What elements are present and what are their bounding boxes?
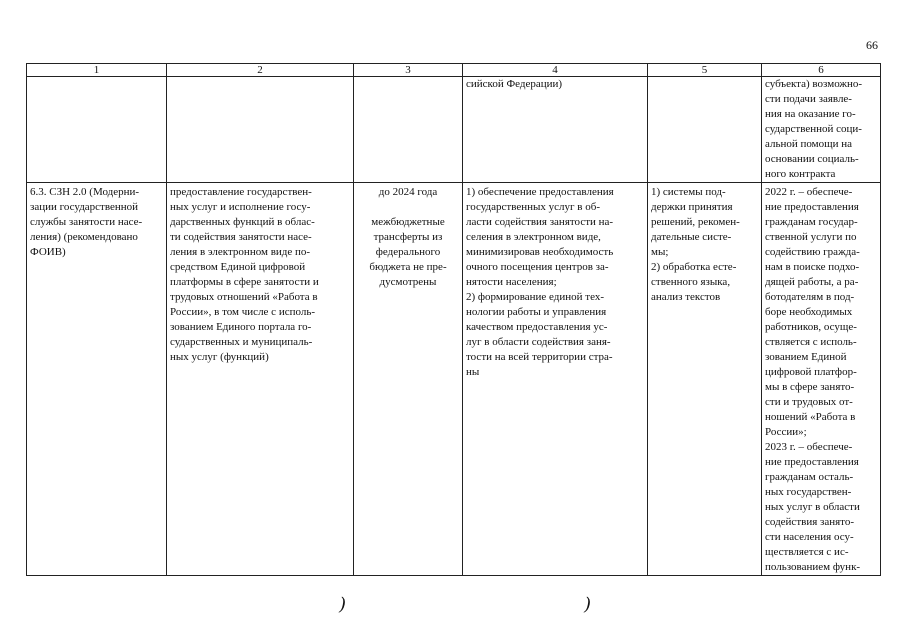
cell-line: очного посещения центров за- bbox=[466, 261, 609, 273]
cell-line: ного контракта bbox=[765, 168, 836, 180]
table-row bbox=[27, 77, 881, 183]
cell-line: нологии работы и управления bbox=[466, 306, 607, 318]
column-number: 3 bbox=[354, 64, 463, 77]
cell-line: сти населения осу- bbox=[765, 531, 854, 543]
table-cell bbox=[167, 77, 354, 183]
cell-line: ФОИВ) bbox=[30, 246, 66, 258]
cell-line: ществляется с ис- bbox=[765, 546, 849, 558]
table-cell bbox=[354, 183, 463, 576]
cell-line: средством Единой цифровой bbox=[170, 261, 306, 273]
table-cell bbox=[762, 77, 881, 183]
column-number-row bbox=[27, 64, 881, 77]
cell-line: бюджета не пре- bbox=[369, 261, 447, 273]
table-cell bbox=[27, 183, 167, 576]
document-table bbox=[26, 63, 881, 576]
cell-line: ных государствен- bbox=[765, 486, 852, 498]
cell-line: ласти содействия занятости на- bbox=[466, 216, 614, 228]
cell-line: сти и трудовых от- bbox=[765, 396, 853, 408]
cell-line: федерального bbox=[375, 246, 441, 258]
table-cell bbox=[27, 77, 167, 183]
cell-line: ных услуг (функций) bbox=[170, 351, 269, 363]
cell-line: анализ текстов bbox=[651, 291, 721, 303]
column-number: 2 bbox=[167, 64, 354, 77]
cell-line: 2) формирование единой тех- bbox=[466, 291, 605, 303]
cell-line: нам в поиске подхо- bbox=[765, 261, 860, 273]
cell-line: ние предоставления bbox=[765, 201, 859, 213]
cell-line: содействия занято- bbox=[765, 516, 855, 528]
cell-line bbox=[357, 200, 459, 215]
cell-line: трансферты из bbox=[373, 231, 443, 243]
scan-mark: ) bbox=[339, 594, 347, 615]
cell-line: зованием Единого портала го- bbox=[170, 321, 312, 333]
cell-line: содействию гражда- bbox=[765, 246, 860, 258]
cell-line: до 2024 года bbox=[378, 186, 438, 198]
cell-line: сийской Федерации) bbox=[466, 78, 563, 90]
column-number: 6 bbox=[762, 64, 881, 77]
cell-line: зации государственной bbox=[30, 201, 139, 213]
cell-line: работников, осуще- bbox=[765, 321, 857, 333]
table-cell bbox=[762, 183, 881, 576]
cell-line: дательные систе- bbox=[651, 231, 732, 243]
cell-line: 2) обработка есте- bbox=[651, 261, 737, 273]
scan-mark: ) bbox=[584, 594, 592, 615]
cell-line: государственных услуг в об- bbox=[466, 201, 600, 213]
cell-line: 2022 г. – обеспече- bbox=[765, 186, 853, 198]
cell-line: службы занятости насе- bbox=[30, 216, 143, 228]
cell-line: держки принятия bbox=[651, 201, 733, 213]
cell-line: минимизировав необходимость bbox=[466, 246, 614, 258]
cell-line: ных услуг и исполнение госу- bbox=[170, 201, 311, 213]
cell-line: ственного языка, bbox=[651, 276, 731, 288]
cell-line: ния на оказание го- bbox=[765, 108, 856, 120]
cell-line: 1) обеспечение предоставления bbox=[466, 186, 614, 198]
table-cell bbox=[463, 183, 648, 576]
cell-line: ления) (рекомендовано bbox=[30, 231, 138, 243]
cell-line: ботодателям в под- bbox=[765, 291, 855, 303]
cell-line: дусмотрены bbox=[379, 276, 437, 288]
cell-line: 1) системы под- bbox=[651, 186, 726, 198]
cell-line: тости на всей территории стра- bbox=[466, 351, 613, 363]
table-cell bbox=[648, 183, 762, 576]
cell-line: ношений «Работа в bbox=[765, 411, 856, 423]
cell-line: решений, рекомен- bbox=[651, 216, 740, 228]
cell-line: России»; bbox=[765, 426, 807, 438]
cell-line: трудовых отношений «Работа в bbox=[170, 291, 318, 303]
cell-line: платформы в сфере занятости и bbox=[170, 276, 319, 288]
column-number: 5 bbox=[648, 64, 762, 77]
cell-line: ти содействия занятости насе- bbox=[170, 231, 312, 243]
cell-line: основании социаль- bbox=[765, 153, 859, 165]
table-cell bbox=[167, 183, 354, 576]
cell-line: селения в электронном виде, bbox=[466, 231, 601, 243]
table-cell bbox=[354, 77, 463, 183]
cell-line: мы; bbox=[651, 246, 669, 258]
cell-line: цифровой платфор- bbox=[765, 366, 857, 378]
cell-line: гражданам государ- bbox=[765, 216, 858, 228]
cell-line: субъекта) возможно- bbox=[765, 78, 863, 90]
table-row bbox=[27, 183, 881, 576]
cell-line: сударственных и муниципаль- bbox=[170, 336, 313, 348]
table-cell bbox=[463, 77, 648, 183]
cell-line: зованием Единой bbox=[765, 351, 847, 363]
cell-line: 6.3. СЗН 2.0 (Модерни- bbox=[30, 186, 140, 198]
cell-line: качеством предоставления ус- bbox=[466, 321, 608, 333]
cell-line: альной помощи на bbox=[765, 138, 853, 150]
column-number: 1 bbox=[27, 64, 167, 77]
cell-line: межбюджетные bbox=[371, 216, 445, 228]
cell-line: сти подачи заявле- bbox=[765, 93, 852, 105]
cell-line: дящей работы, а ра- bbox=[765, 276, 859, 288]
cell-line: ние предоставления bbox=[765, 456, 859, 468]
cell-line: ления в электронном виде по- bbox=[170, 246, 311, 258]
table-cell bbox=[648, 77, 762, 183]
cell-line: ствляется с исполь- bbox=[765, 336, 857, 348]
cell-line: сударственной соци- bbox=[765, 123, 862, 135]
cell-line: 2023 г. – обеспече- bbox=[765, 441, 853, 453]
cell-line: пользованием функ- bbox=[765, 561, 861, 573]
cell-line: ны bbox=[466, 366, 480, 378]
cell-line: боре необходимых bbox=[765, 306, 853, 318]
cell-line: нятости населения; bbox=[466, 276, 557, 288]
page-number: 66 bbox=[866, 38, 878, 52]
cell-line: предоставление государствен- bbox=[170, 186, 312, 198]
cell-line: гражданам осталь- bbox=[765, 471, 854, 483]
cell-line: России», в том числе с исполь- bbox=[170, 306, 315, 318]
column-number: 4 bbox=[463, 64, 648, 77]
cell-line: мы в сфере занято- bbox=[765, 381, 855, 393]
cell-line: ственной услуги по bbox=[765, 231, 857, 243]
cell-line: дарственных функций в облас- bbox=[170, 216, 315, 228]
cell-line: ных услуг в области bbox=[765, 501, 860, 513]
cell-line: луг в области содействия заня- bbox=[466, 336, 611, 348]
